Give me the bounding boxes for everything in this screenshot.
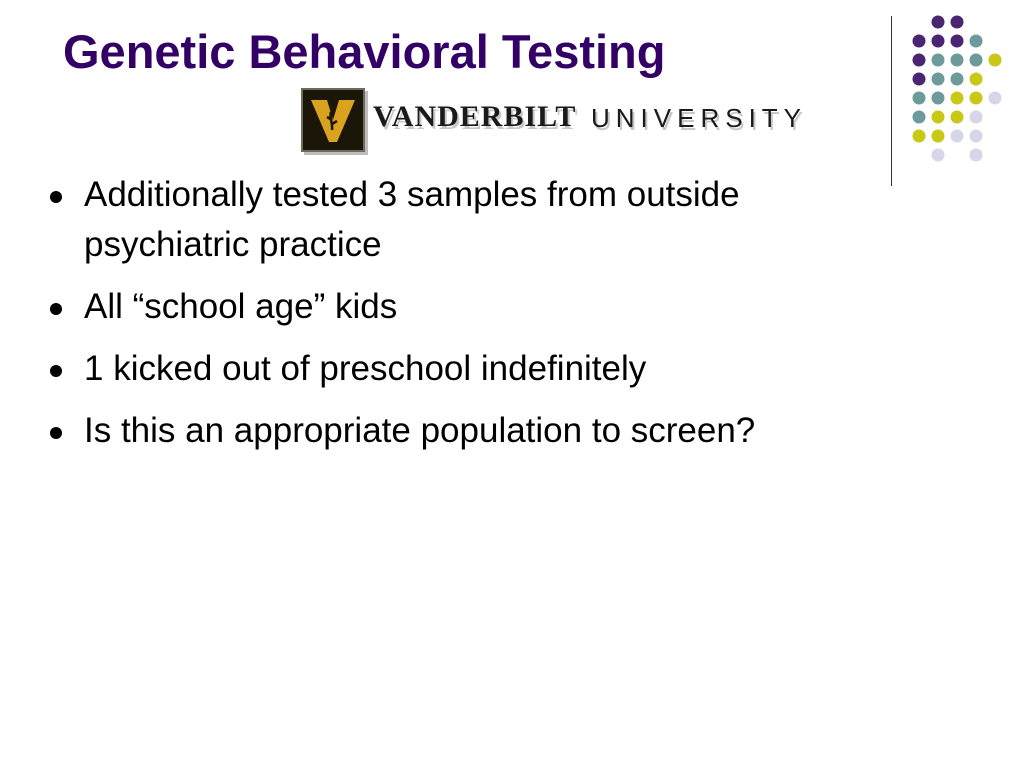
decorative-dot: [989, 92, 1002, 105]
logo-wordmark-primary: VANDERBILT: [373, 100, 577, 133]
decorative-dot: [932, 73, 945, 86]
bullet-text: Is this an appropriate population to screen?: [84, 411, 756, 450]
bullet-text: All “school age” kids: [84, 287, 398, 326]
bullet-dot-icon: [50, 365, 62, 377]
decorative-dot: [951, 92, 964, 105]
bullet-item: [44, 282, 914, 332]
decorative-dot: [932, 16, 945, 29]
decorative-dot: [989, 54, 1002, 67]
bullet-item: [44, 344, 914, 394]
decorative-dot: [970, 54, 983, 67]
logo-wordmark-secondary: UNIVERSITY: [591, 103, 808, 133]
bullet-dot-icon: [50, 427, 62, 439]
bullet-text: Additionally tested 3 samples from outside psychiatric practice: [84, 175, 740, 264]
decorative-dot: [951, 54, 964, 67]
vanderbilt-logo: [301, 88, 806, 156]
decorative-dot: [913, 130, 926, 143]
bullet-text: 1 kicked out of preschool indefinitely: [84, 349, 647, 388]
decorative-dot: [932, 35, 945, 48]
decorative-dot: [932, 149, 945, 162]
decorative-dot: [951, 130, 964, 143]
decorative-dot: [913, 92, 926, 105]
decorative-dot: [913, 35, 926, 48]
decorative-dot: [951, 111, 964, 124]
decorative-dot: [932, 111, 945, 124]
bullet-item: [44, 406, 914, 456]
decorative-dot: [970, 149, 983, 162]
decorative-dot: [970, 130, 983, 143]
decorative-dot: [913, 73, 926, 86]
bullet-dot-icon: [50, 303, 62, 315]
decorative-dot: [913, 111, 926, 124]
decorative-dot: [932, 92, 945, 105]
bullet-list: [44, 170, 914, 468]
decorative-dot: [970, 73, 983, 86]
bullet-dot-icon: [50, 191, 62, 203]
decorative-dot: [932, 130, 945, 143]
decorative-dot: [951, 35, 964, 48]
bullet-item: [44, 170, 914, 270]
vanderbilt-v-icon: [301, 88, 365, 152]
decorative-dot: [970, 92, 983, 105]
decorative-dot: [951, 73, 964, 86]
decorative-dot: [970, 111, 983, 124]
decorative-dot: [932, 54, 945, 67]
decorative-dot: [970, 35, 983, 48]
decorative-dot: [913, 54, 926, 67]
decorative-dot: [951, 16, 964, 29]
slide-title: Genetic Behavioral Testing: [63, 25, 666, 78]
